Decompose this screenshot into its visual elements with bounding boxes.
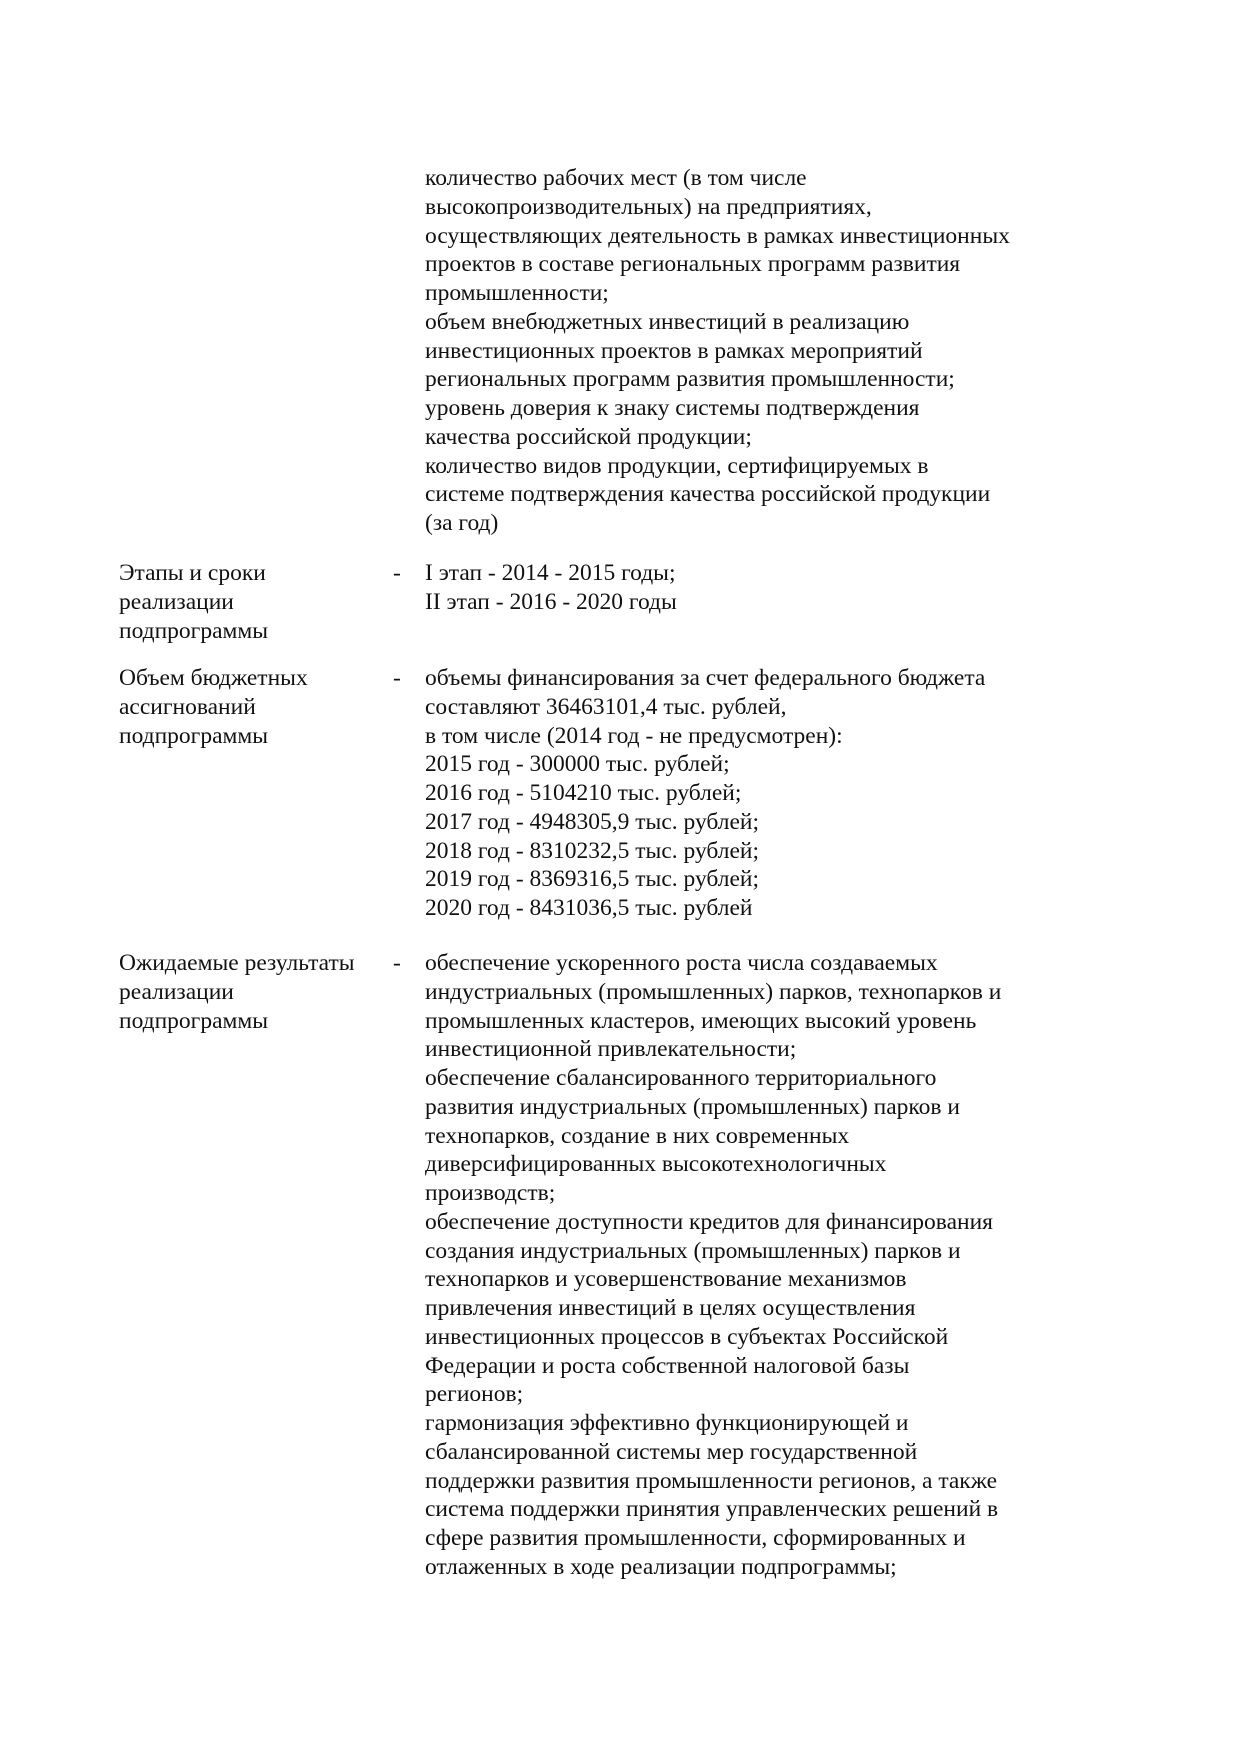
text-line: промышленных кластеров, имеющих высокий уровень	[425, 1007, 977, 1034]
text-line: привлечения инвестиций в целях осуществления	[425, 1295, 916, 1321]
label-line: Объем бюджетных	[119, 665, 308, 691]
label-line: подпрограммы	[119, 617, 269, 644]
text-line: составляют 36463101,4 тыс. рублей,	[425, 693, 787, 720]
text-line: проектов в составе региональных программ развития	[425, 251, 961, 278]
text-line: качества российской продукции;	[425, 423, 752, 450]
label-line: подпрограммы	[119, 722, 269, 749]
text-line: инвестиционной привлекательности;	[425, 1036, 797, 1063]
label-line: Ожидаемые результаты	[119, 950, 355, 976]
text-line: инвестиционных процессов в субъектах Российской	[425, 1323, 949, 1350]
text-line: развития индустриальных (промышленных) парков и	[425, 1093, 960, 1120]
row-label	[119, 559, 389, 645]
text-line: 2019 год - 8369316,5 тыс. рублей;	[425, 866, 760, 893]
row-value	[425, 949, 1065, 1582]
text-line: в том числе (2014 год - не предусмотрен):	[425, 722, 843, 749]
row-label	[119, 664, 389, 750]
text-line: сфере развития промышленности, сформированных и	[425, 1525, 966, 1551]
text-line: осуществляющих деятельность в рамках инвестиционных	[425, 222, 1010, 249]
text-line: 2017 год - 4948305,9 тыс. рублей;	[425, 808, 760, 835]
row-dash: -	[393, 665, 401, 691]
row-dash: -	[393, 560, 401, 586]
text-line: обеспечение доступности кредитов для финансирования	[425, 1208, 993, 1235]
text-line: промышленности;	[425, 280, 609, 306]
text-line: технопарков и усовершенствование механизмов	[425, 1266, 907, 1293]
text-line: 2015 год - 300000 тыс. рублей;	[425, 751, 730, 778]
text-line: количество видов продукции, сертифицируемых в	[425, 452, 929, 479]
text-line: 2020 год - 8431036,5 тыс. рублей	[425, 895, 753, 921]
text-line: технопарков, создание в них современных	[425, 1122, 850, 1149]
text-line: система поддержки принятия управленческих решений в	[425, 1496, 999, 1523]
text-line: диверсифицированных высокотехнологичных	[425, 1151, 887, 1178]
text-line: II этап - 2016 - 2020 годы	[425, 588, 677, 615]
label-line: реализации	[119, 588, 234, 615]
row-value	[425, 559, 1065, 617]
text-line: производств;	[425, 1180, 556, 1206]
text-line: поддержки развития промышленности регионов, а также	[425, 1467, 998, 1494]
text-line: гармонизация эффективно функционирующей и	[425, 1410, 909, 1436]
text-line: 2018 год - 8310232,5 тыс. рублей;	[425, 837, 760, 864]
row-value	[425, 664, 1065, 923]
text-line: обеспечение сбалансированного территориального	[425, 1065, 937, 1091]
label-line: ассигнований	[119, 693, 256, 720]
text-line: количество рабочих мест (в том числе	[425, 165, 807, 191]
row-dash: -	[393, 950, 401, 976]
text-line: отлаженных в ходе реализации подпрограммы;	[425, 1553, 897, 1580]
text-line: объемы финансирования за счет федерального бюджета	[425, 665, 986, 691]
text-line: Федерации и роста собственной налоговой базы	[425, 1352, 910, 1379]
text-line: (за год)	[425, 510, 499, 536]
text-line: обеспечение ускоренного роста числа создаваемых	[425, 950, 938, 976]
text-line: системе подтверждения качества российской продукции	[425, 481, 991, 508]
text-line: региональных программ развития промышленности;	[425, 366, 955, 393]
row-label	[119, 949, 389, 1035]
label-line: Этапы и сроки	[119, 560, 266, 586]
text-line: регионов;	[425, 1381, 524, 1408]
text-line: I этап - 2014 - 2015 годы;	[425, 560, 676, 586]
text-line: индустриальных (промышленных) парков, технопарков и	[425, 978, 1002, 1005]
text-line: уровень доверия к знаку системы подтверждения	[425, 395, 920, 421]
label-line: реализации	[119, 978, 234, 1005]
text-line: сбалансированной системы мер государственной	[425, 1438, 918, 1465]
text-line: 2016 год - 5104210 тыс. рублей;	[425, 780, 742, 806]
label-line: подпрограммы	[119, 1007, 269, 1034]
row-value	[425, 164, 1065, 538]
text-line: объем внебюджетных инвестиций в реализацию	[425, 308, 910, 335]
text-line: создания индустриальных (промышленных) парков и	[425, 1237, 961, 1264]
text-line: высокопроизводительных) на предприятиях,	[425, 193, 872, 220]
text-line: инвестиционных проектов в рамках мероприятий	[425, 337, 923, 364]
